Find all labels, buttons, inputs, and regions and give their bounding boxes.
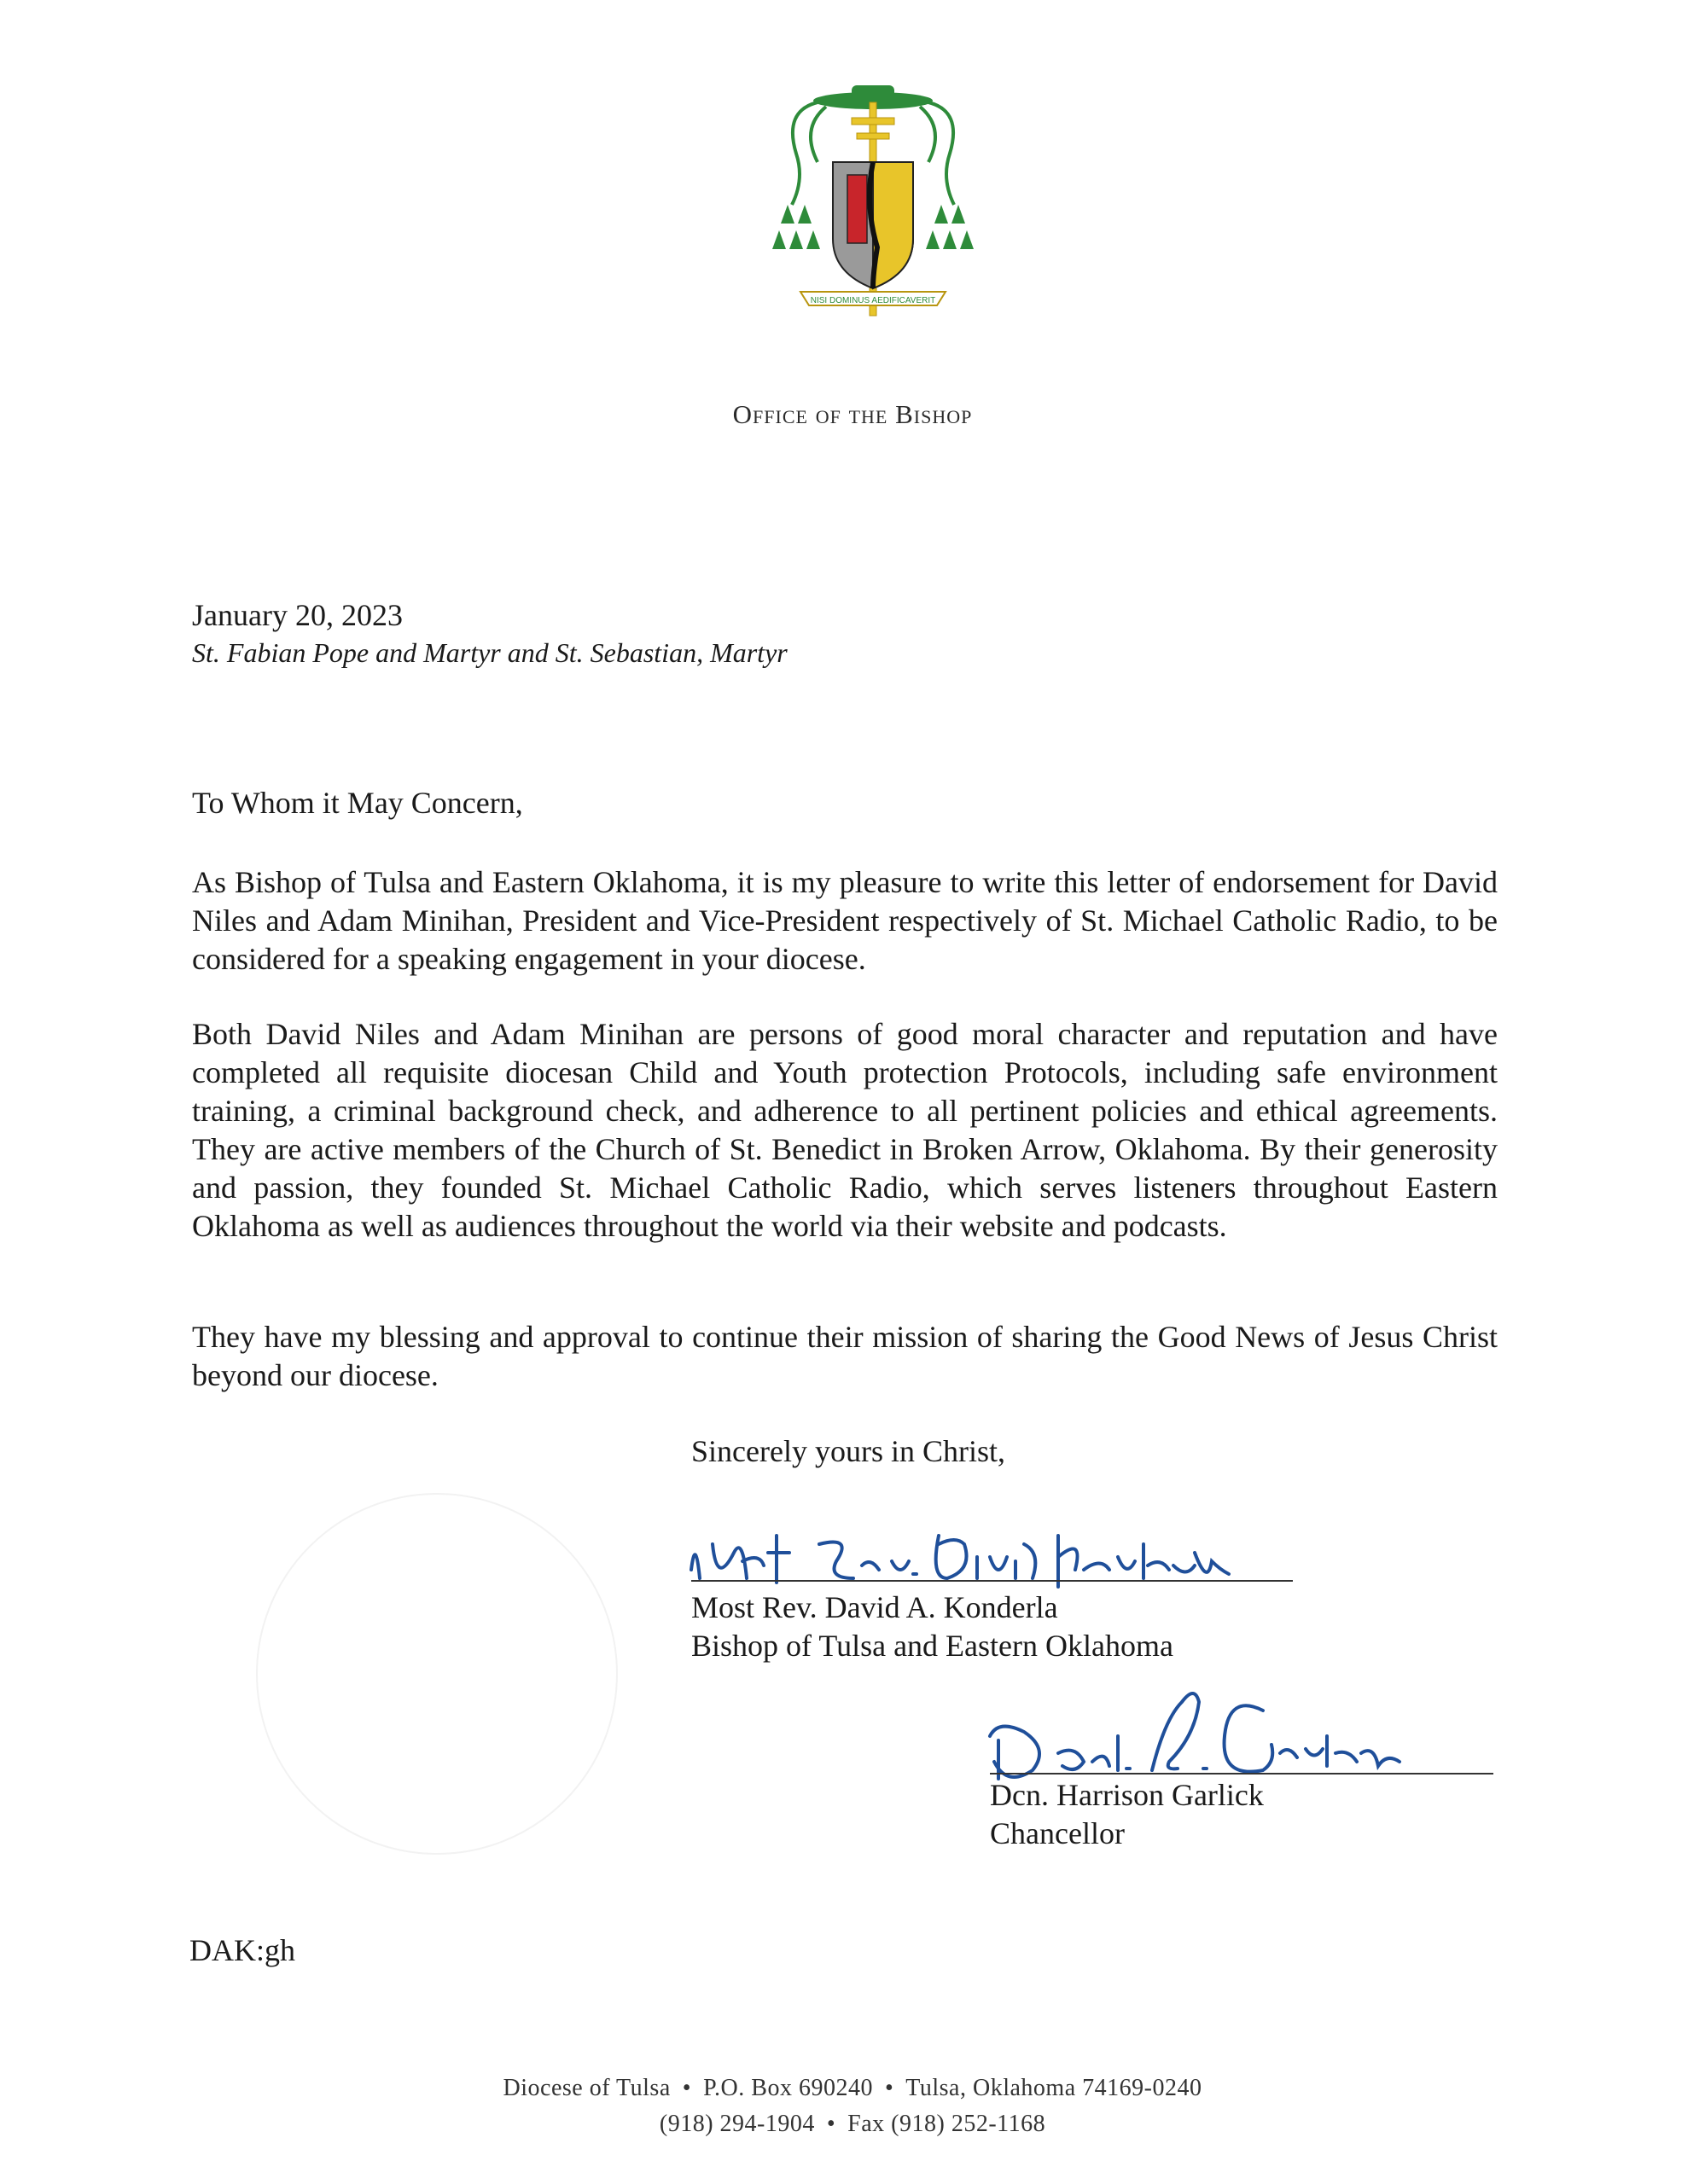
signature-line (691, 1580, 1293, 1582)
footer-contact: (918) 294-1904 • Fax (918) 252-1168 (659, 2111, 1046, 2137)
signatory-title: Bishop of Tulsa and Eastern Oklahoma (691, 1629, 1173, 1663)
body-paragraph: They have my blessing and approval to continue their mission of sharing the Good News of Jesus Christ beyond our diocese. (192, 1320, 1498, 1392)
salutation: To Whom it May Concern, (192, 786, 523, 820)
typist-initials: DAK:gh (189, 1933, 295, 1967)
body-paragraph: As Bishop of Tulsa and Eastern Oklahoma, it is my pleasure to write this letter of endorsement for David Niles and Adam Minihan, President and Vice-President respectively of St. Michael Catholic Radio, to be considered for a speaking engagement in your diocese. (192, 865, 1498, 976)
footer-address: Diocese of Tulsa • P.O. Box 690240 • Tulsa, Oklahoma 74169-0240 (503, 2075, 1202, 2101)
motto-text: NISI DOMINUS AEDIFICAVERIT (810, 296, 936, 305)
signatory-title: Chancellor (990, 1816, 1125, 1850)
office-heading: Office of the Bishop (732, 399, 973, 429)
signatory-name: Dcn. Harrison Garlick (990, 1778, 1264, 1812)
letter-date: January 20, 2023 (192, 598, 403, 632)
feast-day: St. Fabian Pope and Martyr and St. Sebastian, Martyr (192, 637, 788, 668)
signatory-chancellor (990, 1776, 1264, 1853)
embossed-seal (256, 1493, 618, 1855)
bishop-signature (683, 1519, 1297, 1595)
closing: Sincerely yours in Christ, (691, 1434, 1005, 1468)
coat-of-arms-logo (766, 77, 980, 350)
body-paragraph: Both David Niles and Adam Minihan are persons of good moral character and reputation and have completed all requisite diocesan Child and Youth protection Protocols, including safe environment training, a criminal background check, and adherence to all pertinent policies and ethical agreements. They are active members of the Church of St. Benedict in Broken Arrow, Oklahoma. By their generosity and passion, they founded St. Michael Catholic Radio, which serves listeners throughout Eastern Oklahoma as well as audiences throughout the world via their website and podcasts. (192, 1017, 1498, 1243)
signatory-name: Most Rev. David A. Konderla (691, 1590, 1058, 1624)
signatory-bishop (691, 1589, 1173, 1665)
signature-line (990, 1773, 1493, 1774)
